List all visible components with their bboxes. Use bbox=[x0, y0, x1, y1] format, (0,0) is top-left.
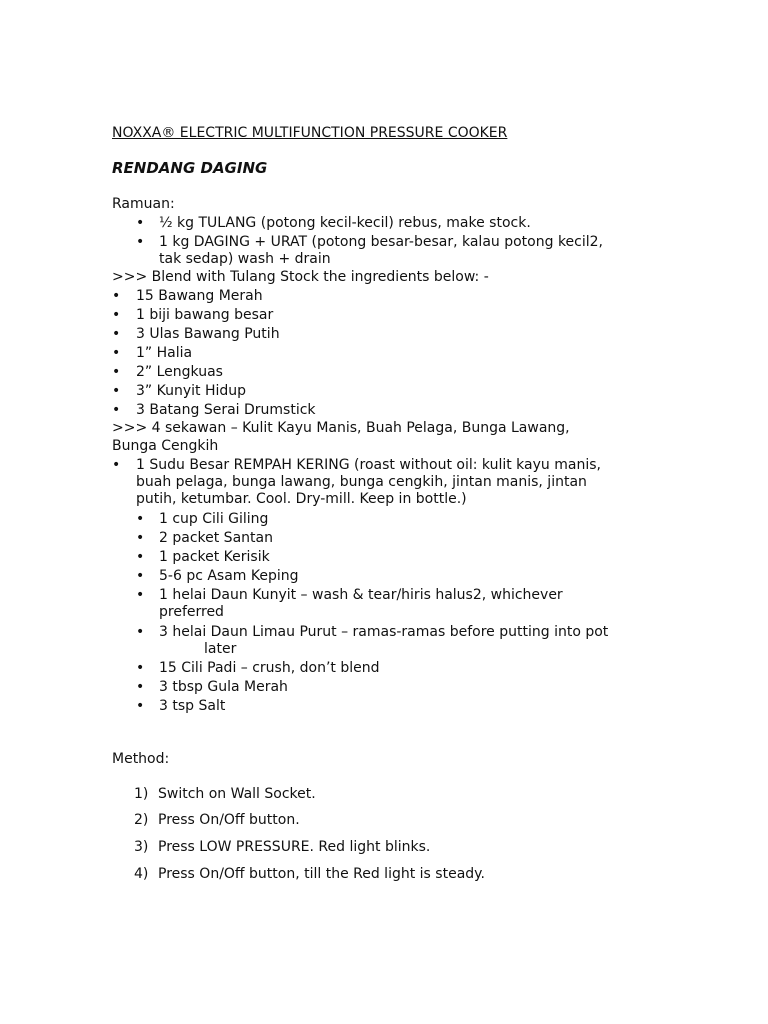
method-step-text: Switch on Wall Socket. bbox=[158, 786, 316, 802]
ingredient-bullet-item: 1 cup Cili Giling bbox=[159, 511, 269, 527]
ingredient-bullet-item: 1” Halia bbox=[136, 345, 193, 361]
bullet-symbol: • bbox=[136, 660, 145, 676]
method-step-number: 3) bbox=[134, 839, 149, 855]
bullet-symbol: • bbox=[136, 698, 145, 714]
ingredient-text-line: buah pelaga, bunga lawang, bunga cengkih, jintan manis, jintan bbox=[136, 474, 587, 490]
ingredient-bullet-item: 1 biji bawang besar bbox=[136, 307, 274, 323]
method-step-text: Press On/Off button. bbox=[158, 812, 300, 828]
ingredient-bullet-item: 3 tbsp Gula Merah bbox=[159, 679, 288, 695]
ingredient-text-line: Bunga Cengkih bbox=[112, 438, 219, 454]
method-step-number: 1) bbox=[134, 786, 149, 802]
bullet-symbol: • bbox=[112, 307, 121, 323]
ingredient-bullet-item: 3 Batang Serai Drumstick bbox=[136, 402, 316, 418]
bullet-symbol: • bbox=[136, 511, 145, 527]
bullet-symbol: • bbox=[112, 326, 121, 342]
bullet-symbol: • bbox=[136, 624, 145, 640]
bullet-symbol: • bbox=[112, 402, 121, 418]
ingredient-text-line: >>> Blend with Tulang Stock the ingredients below: - bbox=[112, 269, 489, 285]
ingredient-text-line: preferred bbox=[159, 604, 224, 620]
ingredient-bullet-item: 3” Kunyit Hidup bbox=[136, 383, 247, 399]
ingredient-text-line: later bbox=[204, 641, 237, 657]
ingredient-bullet-item: 1 helai Daun Kunyit – wash & tear/hiris halus2, whichever bbox=[159, 587, 563, 603]
ingredient-bullet-item: 5-6 pc Asam Keping bbox=[159, 568, 299, 584]
ingredient-bullet-item: ½ kg TULANG (potong kecil-kecil) rebus, make stock. bbox=[159, 215, 531, 231]
bullet-symbol: • bbox=[112, 457, 121, 473]
bullet-symbol: • bbox=[136, 679, 145, 695]
ingredient-bullet-item: 1 kg DAGING + URAT (potong besar-besar, kalau potong kecil2, bbox=[159, 234, 603, 250]
bullet-symbol: • bbox=[112, 383, 121, 399]
method-heading: Method: bbox=[112, 751, 170, 767]
bullet-symbol: • bbox=[112, 345, 121, 361]
method-step-text: Press LOW PRESSURE. Red light blinks. bbox=[158, 839, 431, 855]
ingredient-bullet-item: 2” Lengkuas bbox=[136, 364, 223, 380]
method-step-text: Press On/Off button, till the Red light is steady. bbox=[158, 866, 485, 882]
ingredient-bullet-item: 3 tsp Salt bbox=[159, 698, 226, 714]
bullet-symbol: • bbox=[136, 568, 145, 584]
bullet-symbol: • bbox=[136, 587, 145, 603]
bullet-symbol: • bbox=[112, 364, 121, 380]
ingredient-bullet-item: 3 helai Daun Limau Purut – ramas-ramas before putting into pot bbox=[159, 624, 609, 640]
ingredient-bullet-item: 1 packet Kerisik bbox=[159, 549, 270, 565]
bullet-symbol: • bbox=[136, 215, 145, 231]
recipe-subtitle: RENDANG DAGING bbox=[112, 159, 268, 177]
method-step-number: 4) bbox=[134, 866, 149, 882]
ingredient-bullet-item: 2 packet Santan bbox=[159, 530, 273, 546]
document-title: NOXXA® ELECTRIC MULTIFUNCTION PRESSURE COOKER bbox=[112, 125, 508, 141]
ingredient-text-line: >>> 4 sekawan – Kulit Kayu Manis, Buah Pelaga, Bunga Lawang, bbox=[112, 420, 570, 436]
ingredient-bullet-item: 1 Sudu Besar REMPAH KERING (roast without oil: kulit kayu manis, bbox=[136, 457, 601, 473]
bullet-symbol: • bbox=[136, 549, 145, 565]
ingredient-text-line: tak sedap) wash + drain bbox=[159, 251, 331, 267]
ingredient-text-line: Ramuan: bbox=[112, 196, 175, 212]
ingredient-bullet-item: 3 Ulas Bawang Putih bbox=[136, 326, 280, 342]
bullet-symbol: • bbox=[136, 530, 145, 546]
bullet-symbol: • bbox=[136, 234, 145, 250]
ingredient-bullet-item: 15 Bawang Merah bbox=[136, 288, 263, 304]
ingredient-bullet-item: 15 Cili Padi – crush, don’t blend bbox=[159, 660, 380, 676]
method-step-number: 2) bbox=[134, 812, 149, 828]
ingredient-text-line: putih, ketumbar. Cool. Dry-mill. Keep in bottle.) bbox=[136, 491, 467, 507]
bullet-symbol: • bbox=[112, 288, 121, 304]
